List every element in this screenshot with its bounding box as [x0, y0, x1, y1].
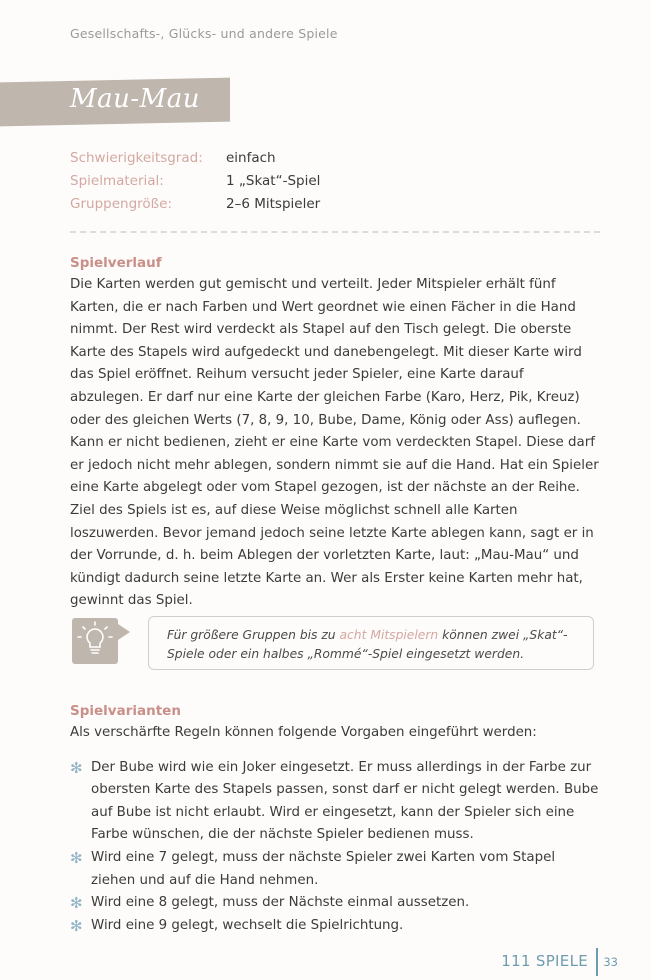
list-item-text: Wird eine 7 gelegt, muss der nächste Spieler zwei Karten vom Stapel ziehen und auf die Hand nehmen. — [91, 849, 556, 888]
tip-text: können zwei „Skat“-Spiele oder ein halbes „Rommé“-Spiel eingesetzt werden. — [167, 628, 568, 661]
meta-value: 2–6 Mitspieler — [226, 196, 321, 212]
list-item-text: Wird eine 8 gelegt, muss der Nächste einmal aussetzen. — [91, 895, 470, 911]
list-item — [70, 892, 600, 915]
tip-highlight: acht Mitspielern — [339, 628, 439, 642]
game-meta — [70, 150, 320, 219]
meta-key: Gruppengröße: — [70, 196, 173, 212]
meta-row-group-size — [70, 196, 320, 219]
lightbulb-icon — [72, 618, 118, 664]
tip-box — [148, 616, 594, 670]
asterisk-bullet-icon: ✻ — [70, 848, 83, 867]
section-spielverlauf — [70, 252, 600, 613]
section-intro: Als verschärfte Regeln können folgende Vorgaben eingeführt werden: — [70, 725, 537, 740]
list-item — [70, 757, 600, 847]
section-heading: Spielvarianten — [70, 703, 181, 719]
asterisk-bullet-icon: ✻ — [70, 916, 83, 935]
asterisk-bullet-icon: ✻ — [70, 758, 83, 777]
list-item-text: Der Bube wird wie ein Joker eingesetzt. Er muss allerdings in der Farbe zur obersten Karte des Stapels passen, sonst darf er nicht gelegt werden. Bube auf Bube ist nicht erlaubt. Wird er eingesetzt, kann der Spieler sich eine Farbe wünschen, die der nächste Spieler bedienen muss. — [91, 759, 599, 843]
tip-pointer — [118, 624, 130, 640]
section-spielvarianten — [70, 700, 600, 937]
tip-text: Für größere Gruppen bis zu — [167, 628, 340, 642]
footer-divider — [596, 948, 598, 976]
variant-list — [70, 757, 600, 938]
meta-key: Spielmaterial: — [70, 173, 164, 189]
list-item-text: Wird eine 9 gelegt, wechselt die Spielrichtung. — [91, 917, 404, 933]
asterisk-bullet-icon: ✻ — [70, 894, 83, 913]
meta-value: 1 „Skat“-Spiel — [226, 173, 321, 189]
meta-key: Schwierigkeitsgrad: — [70, 150, 203, 166]
meta-row-difficulty — [70, 150, 320, 173]
page-number: 33 — [603, 955, 618, 969]
meta-row-material — [70, 173, 320, 196]
meta-value: einfach — [226, 150, 276, 166]
list-item — [70, 847, 600, 892]
list-item — [70, 915, 600, 938]
footer-book-title: 111 SPIELE — [501, 952, 588, 970]
running-head: Gesellschafts-, Glücks- und andere Spiele — [70, 26, 338, 41]
section-body: Die Karten werden gut gemischt und verteilt. Jeder Mitspieler erhält fünf Karten, die er nach Farben und Wert geordnet wie einen Fächer in die Hand nimmt. Der Rest wird verdeckt als Stapel auf den Tisch gelegt. Die oberste Karte des Stapels wird aufgedeckt und danebengelegt. Mit dieser Karte wird das Spiel eröffnet. Reihum versucht jeder Spieler, eine Karte darauf abzulegen. Er darf nur eine Karte der gleichen Farbe (Karo, Herz, Pik, Kreuz) oder des gleichen Werts (7, 8, 9, 10, Bube, Dame, König oder Ass) auflegen. Kann er nicht bedienen, zieht er eine Karte vom verdeckten Stapel. Diese darf er jedoch nicht mehr ablegen, sondern nimmt sie auf die Hand. Hat ein Spieler eine Karte abgelegt oder vom Stapel gezogen, ist der nächste an der Reihe. Ziel des Spiels ist es, auf diese Weise möglichst schnell alle Karten loszuwerden. Bevor jemand jedoch seine letzte Karte ablegen kann, sagt er in der Vorrunde, d. h. beim Ablegen der vorletzten Karte, laut: „Mau-Mau“ und kündigt dadurch seine letzte Karte an. Wer als Erster keine Karten mehr hat, gewinnt das Spiel. — [70, 277, 599, 609]
section-heading: Spielverlauf — [70, 255, 162, 271]
dashed-divider — [70, 231, 600, 233]
page-title: Mau-Mau — [70, 84, 201, 114]
page-footer — [450, 946, 650, 976]
